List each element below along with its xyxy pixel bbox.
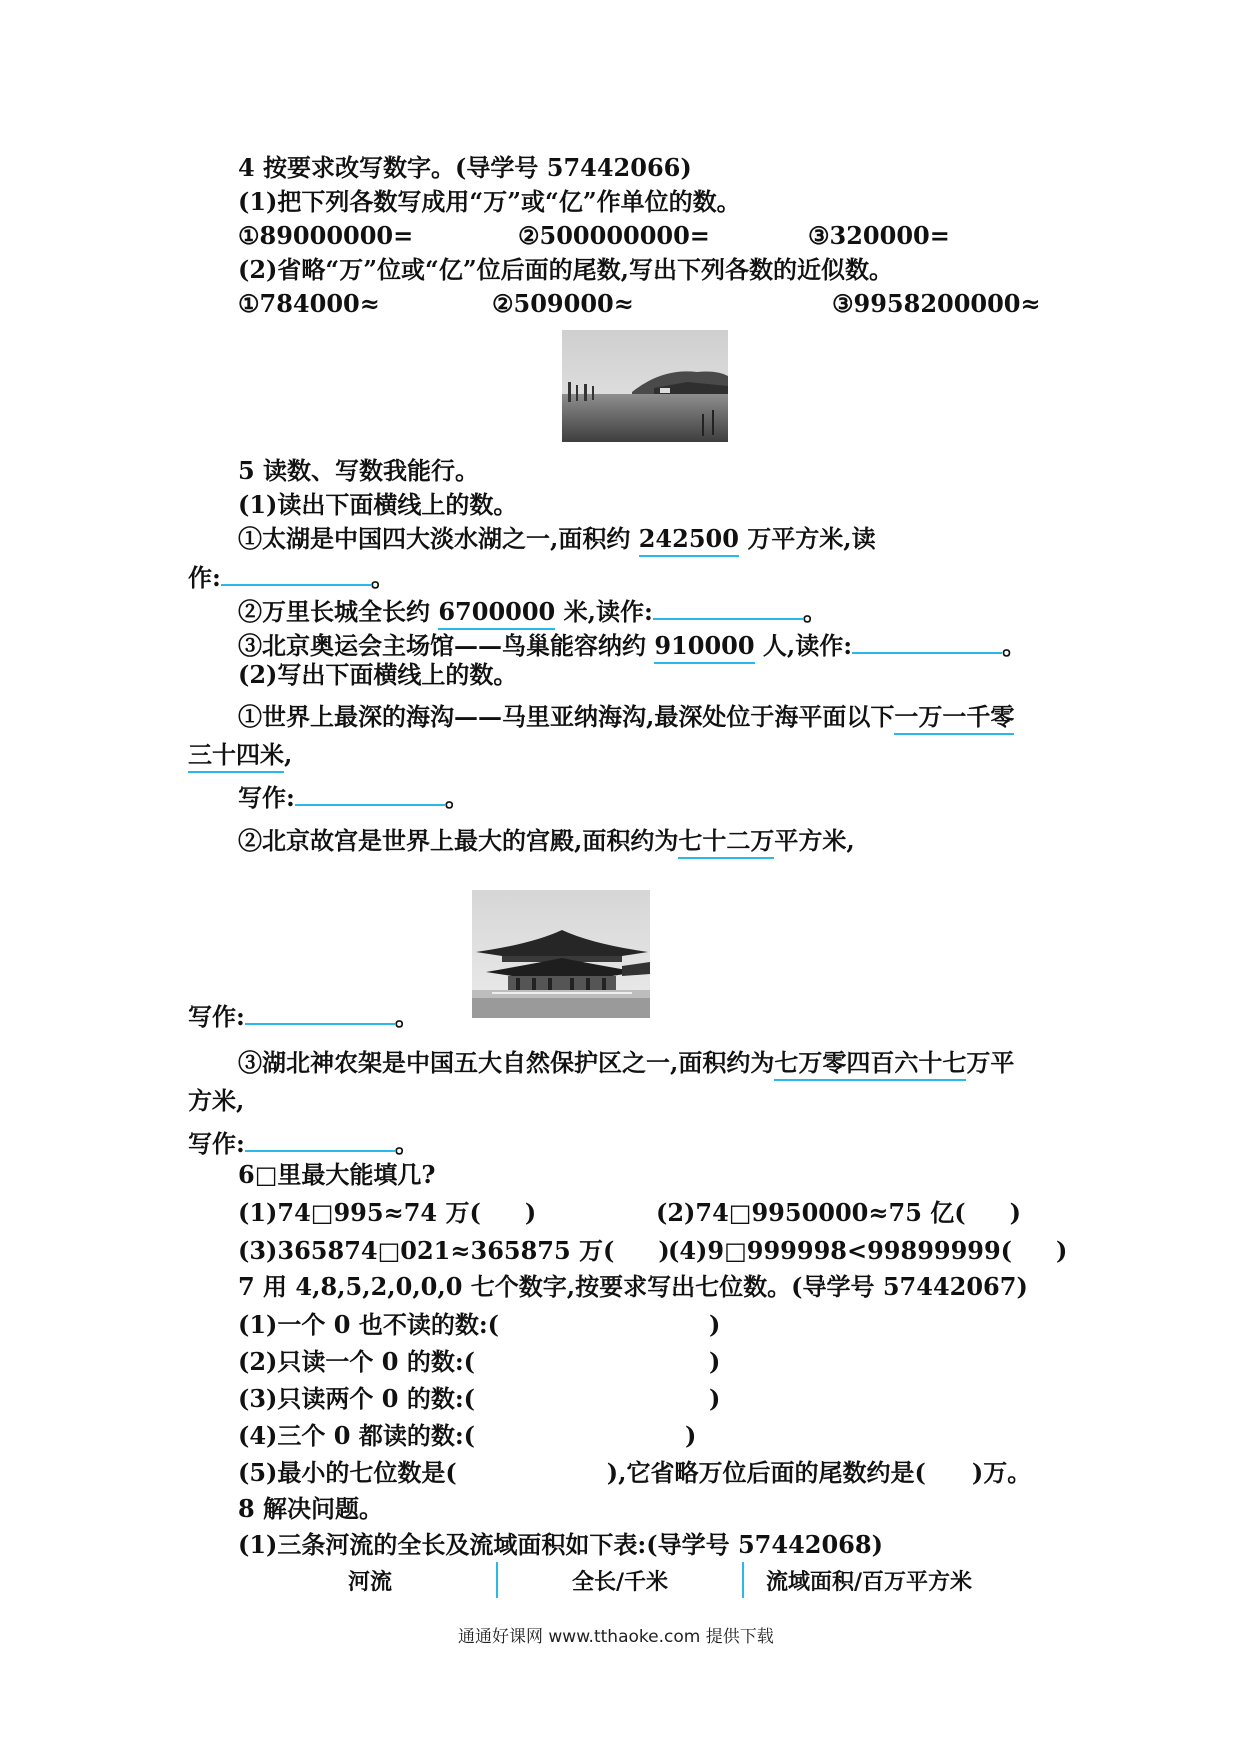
q4-p2-item-3: ③9958200000≈: [832, 289, 1041, 318]
q6-item-3-close: ): [658, 1236, 670, 1265]
q5-b3-pre: ③湖北神农架是中国五大自然保护区之一,面积约为: [238, 1048, 775, 1077]
q5-b2-write: [188, 997, 419, 1032]
q7-item-5-pre: (5)最小的七位数是(: [238, 1458, 457, 1487]
q4-p2-item-2: ②509000≈: [492, 289, 634, 318]
q5-a1-cont-label: 作:: [188, 563, 221, 592]
q5-b3-end: 。: [394, 1129, 419, 1158]
q5-b2-line: [238, 826, 855, 856]
q7-item-2: [238, 1347, 720, 1377]
q7-item-5-post: )万。: [971, 1458, 1032, 1487]
q6-item-4-close: ): [1056, 1236, 1068, 1265]
q5-b2-end: 。: [394, 1002, 419, 1031]
q7-item-1: [238, 1310, 720, 1340]
q4-p1-item-3: ③320000=: [808, 221, 950, 250]
page-footer: 通通好课网 www.tthaoke.com 提供下载: [458, 1627, 774, 1647]
q5-part2: (2)写出下面横线上的数。: [238, 660, 518, 689]
q7-item-4-close: ): [685, 1421, 697, 1450]
q5-a1-cont: [188, 558, 395, 593]
q7-item-5-mid: ),它省略万位后面的尾数约是(: [606, 1458, 926, 1487]
q6-item-4: [668, 1236, 1067, 1266]
q5-b1-post: ,: [284, 740, 293, 769]
table-header-length: 全长/千米: [572, 1569, 669, 1595]
q5-b2-underlined: 七十二万: [678, 826, 774, 859]
lake-photo: [562, 330, 728, 442]
q5-title: 5 读数、写数我能行。: [238, 456, 480, 485]
q7-item-4-text: (4)三个 0 都读的数:(: [238, 1421, 476, 1450]
q7-item-5: [238, 1458, 1031, 1488]
q7-title: 7 用 4,8,5,2,0,0,0 七个数字,按要求写出七位数。(导学号 57442067): [238, 1272, 1028, 1301]
q5-a2-answer-blank[interactable]: [653, 592, 803, 620]
q4-part1: (1)把下列各数写成用“万”或“亿”作单位的数。: [238, 187, 741, 216]
q5-b1-end: 。: [444, 783, 469, 812]
q7-item-3-text: (3)只读两个 0 的数:(: [238, 1384, 476, 1413]
q6-item-3: [238, 1236, 670, 1266]
q5-b3-underlined: 七万零四百六十七: [774, 1048, 966, 1081]
q6-title: 6□里最大能填几?: [238, 1160, 436, 1189]
q7-item-2-close: ): [709, 1347, 721, 1376]
q6-item-2-close: ): [1009, 1198, 1021, 1227]
q5-a3-post: 人,读作:: [754, 631, 853, 660]
q4-part2: (2)省略“万”位或“亿”位后面的尾数,写出下列各数的近似数。: [238, 255, 893, 284]
q5-b2-answer-blank[interactable]: [245, 997, 395, 1025]
q4-p1-item-1: ①89000000=: [238, 221, 414, 250]
q8-title: 8 解决问题。: [238, 1494, 384, 1523]
q4-p2-item-1: ①784000≈: [238, 289, 380, 318]
q5-a3-end: 。: [1002, 631, 1027, 660]
q5-b2-post: 平方米,: [774, 826, 855, 855]
table-header-area: 流域面积/百万平方米: [766, 1569, 973, 1595]
q4-p1-item-2: ②500000000=: [518, 221, 710, 250]
q6-item-4-text: (4)9□999998<99899999(: [668, 1236, 1013, 1265]
q5-b3-answer-blank[interactable]: [245, 1124, 395, 1152]
q5-b3-post: 万平: [966, 1048, 1015, 1077]
palace-photo: [472, 890, 650, 1018]
q4-title: 4 按要求改写数字。(导学号 57442066): [238, 153, 692, 182]
q5-b1-answer-blank[interactable]: [295, 778, 445, 806]
q5-a3-number: 910000: [654, 631, 754, 664]
q5-b3-cont: 方米,: [188, 1086, 245, 1115]
q5-a1-end: 。: [370, 563, 395, 592]
q5-a3-line: [238, 626, 1026, 661]
q5-a3-pre: ③北京奥运会主场馆——鸟巢能容纳约: [238, 631, 655, 660]
q6-item-1-text: (1)74□995≈74 万(: [238, 1198, 481, 1227]
q5-a2-end: 。: [802, 597, 827, 626]
q5-a1-number: 242500: [639, 524, 739, 557]
q5-a2-line: [238, 592, 827, 627]
q6-item-2: [656, 1198, 1021, 1228]
q5-b1-write-label: 写作:: [238, 783, 295, 812]
q7-item-1-close: ): [709, 1310, 721, 1339]
q5-b1-cont: [188, 740, 292, 770]
q6-item-1-close: ): [524, 1198, 537, 1227]
q5-b1-pre: ①世界上最深的海沟——马里亚纳海沟,最深处位于海平面以下: [238, 702, 895, 731]
q7-item-3: [238, 1384, 720, 1414]
q5-a2-pre: ②万里长城全长约: [238, 597, 439, 626]
q5-a1-pre: ①太湖是中国四大淡水湖之一,面积约: [238, 524, 639, 553]
q5-b2-pre: ②北京故宫是世界上最大的宫殿,面积约为: [238, 826, 679, 855]
table-col-divider-2: [742, 1562, 744, 1598]
q5-a1-line: [238, 524, 876, 554]
q5-b1-underlined-2: 三十四米: [188, 740, 284, 773]
q5-part1: (1)读出下面横线上的数。: [238, 490, 518, 519]
q5-b3-write: [188, 1124, 419, 1159]
q5-b3-write-label: 写作:: [188, 1129, 245, 1158]
q5-b1-underlined-1: 一万一千零: [894, 702, 1014, 735]
q8-part1: (1)三条河流的全长及流域面积如下表:(导学号 57442068): [238, 1530, 883, 1559]
q7-item-2-text: (2)只读一个 0 的数:(: [238, 1347, 476, 1376]
q5-a2-number: 6700000: [438, 597, 555, 630]
q7-item-1-text: (1)一个 0 也不读的数:(: [238, 1310, 500, 1339]
q6-item-3-text: (3)365874□021≈365875 万(: [238, 1236, 615, 1265]
q6-item-1: [238, 1198, 536, 1228]
q5-b1-line: [238, 702, 1014, 732]
q6-item-2-text: (2)74□9950000≈75 亿(: [656, 1198, 966, 1227]
q5-b3-line: [238, 1048, 1014, 1078]
q5-a1-answer-blank[interactable]: [221, 558, 371, 586]
q5-b1-write: [238, 778, 469, 813]
q5-b2-write-label: 写作:: [188, 1002, 245, 1031]
q7-item-3-close: ): [709, 1384, 721, 1413]
table-col-divider-1: [496, 1562, 498, 1598]
q5-a2-post: 米,读作:: [555, 597, 653, 626]
q5-a1-post: 万平方米,读: [738, 524, 876, 553]
q7-item-4: [238, 1421, 696, 1451]
q5-a3-answer-blank[interactable]: [852, 626, 1002, 654]
table-header-river: 河流: [348, 1569, 393, 1595]
